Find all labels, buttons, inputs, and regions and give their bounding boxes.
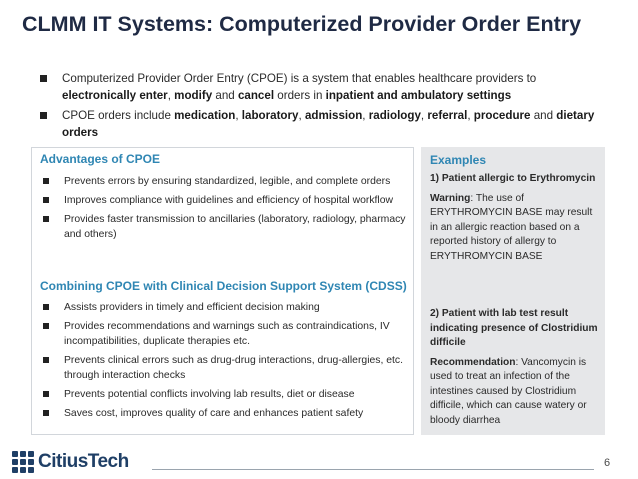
emphasis-text: electronically enter [62, 89, 168, 102]
list-item-text: Prevents clinical errors such as drug-drug interactions, drug-allergies, etc. through interaction checks [64, 355, 403, 381]
list-item [40, 174, 408, 189]
emphasis-text: admission [304, 109, 363, 122]
intro-bullet [40, 107, 610, 141]
list-item-text: Provides recommendations and warnings such as contraindications, IV incompatibilities, duplicate therapies etc. [64, 321, 390, 347]
plain-text: CPOE orders include [62, 109, 175, 122]
emphasis-text: modify [174, 89, 213, 102]
emphasis-text: laboratory [241, 109, 299, 122]
example-2 [430, 307, 600, 428]
plain-text: , [362, 109, 369, 122]
emphasis-text: medication [174, 109, 236, 122]
advantages-list [40, 174, 408, 246]
logo-text: CitiusTech [38, 451, 129, 472]
list-item [40, 212, 408, 242]
emphasis-text: inpatient and ambulatory settings [325, 89, 512, 102]
plain-text: , [420, 109, 428, 122]
intro-bullet-list [40, 70, 610, 144]
square-bullet-icon [43, 323, 49, 329]
list-item [40, 387, 408, 402]
emphasis-text: radiology [368, 109, 421, 122]
plain-text: , [235, 109, 242, 122]
plain-text: orders in [274, 89, 326, 102]
square-bullet-icon [43, 357, 49, 363]
examples-panel [421, 147, 605, 435]
square-bullet-icon [40, 112, 47, 119]
intro-bullet [40, 70, 610, 104]
plain-text: Computerized Provider Order Entry (CPOE) is a system that enables healthcare providers to [62, 72, 537, 85]
list-item-text: Prevents potential conflicts involving lab results, diet or disease [64, 389, 355, 400]
examples-heading: Examples [430, 153, 487, 167]
company-logo [12, 450, 129, 474]
emphasis-text: referral [427, 109, 468, 122]
square-bullet-icon [40, 75, 47, 82]
list-item [40, 353, 408, 383]
square-bullet-icon [43, 304, 49, 310]
square-bullet-icon [43, 391, 49, 397]
example-2-title: 2) Patient with lab test result indicating presence of Clostridium difficile [430, 308, 598, 348]
plain-text: and [530, 109, 557, 122]
list-item-text: Saves cost, improves quality of care and enhances patient safety [64, 408, 364, 419]
plain-text: and [212, 89, 238, 102]
example-1-text: : The use of ERYTHROMYCIN BASE may result in an allergic reaction based on a reported history of allergy to ERYTHROMYCIN BASE [430, 192, 593, 262]
cdss-list [40, 300, 408, 425]
list-item-text: Improves compliance with guidelines and efficiency of hospital workflow [64, 195, 394, 206]
slide-title: CLMM IT Systems: Computerized Provider Order Entry [22, 12, 582, 36]
square-bullet-icon [43, 410, 49, 416]
example-1 [430, 172, 600, 264]
example-1-title: 1) Patient allergic to Erythromycin [430, 173, 596, 184]
footer-divider [152, 469, 594, 470]
example-2-label: Recommendation [430, 356, 516, 368]
advantages-heading: Advantages of CPOE [40, 152, 161, 166]
logo-grid-icon [12, 451, 34, 473]
advantages-box [31, 147, 414, 435]
example-1-label: Warning [430, 192, 471, 204]
plain-text: , [298, 109, 305, 122]
emphasis-text: procedure [473, 109, 531, 122]
list-item-text: Prevents errors by ensuring standardized, legible, and complete orders [64, 176, 391, 187]
list-item [40, 406, 408, 421]
example-2-body [430, 356, 600, 429]
intro-bullet-text [62, 72, 536, 102]
intro-bullet-text [62, 109, 594, 139]
list-item-text: Provides faster transmission to ancillaries (laboratory, radiology, pharmacy and others) [64, 214, 406, 240]
list-item-text: Assists providers in timely and efficient decision making [64, 302, 320, 313]
cdss-heading: Combining CPOE with Clinical Decision Support System (CDSS) [40, 279, 407, 293]
square-bullet-icon [43, 216, 49, 222]
square-bullet-icon [43, 197, 49, 203]
page-number: 6 [604, 457, 611, 469]
list-item [40, 300, 408, 315]
square-bullet-icon [43, 178, 49, 184]
plain-text: , [167, 89, 175, 102]
list-item [40, 319, 408, 349]
list-item [40, 193, 408, 208]
emphasis-text: dietary orders [62, 109, 595, 139]
example-2-text: : Vancomycin is used to treat an infection of the intestines caused by Clostridium difficile, which can cause watery or bloody diarrhea [430, 356, 587, 426]
example-1-body [430, 192, 600, 265]
emphasis-text: cancel [237, 89, 275, 102]
plain-text: , [467, 109, 474, 122]
